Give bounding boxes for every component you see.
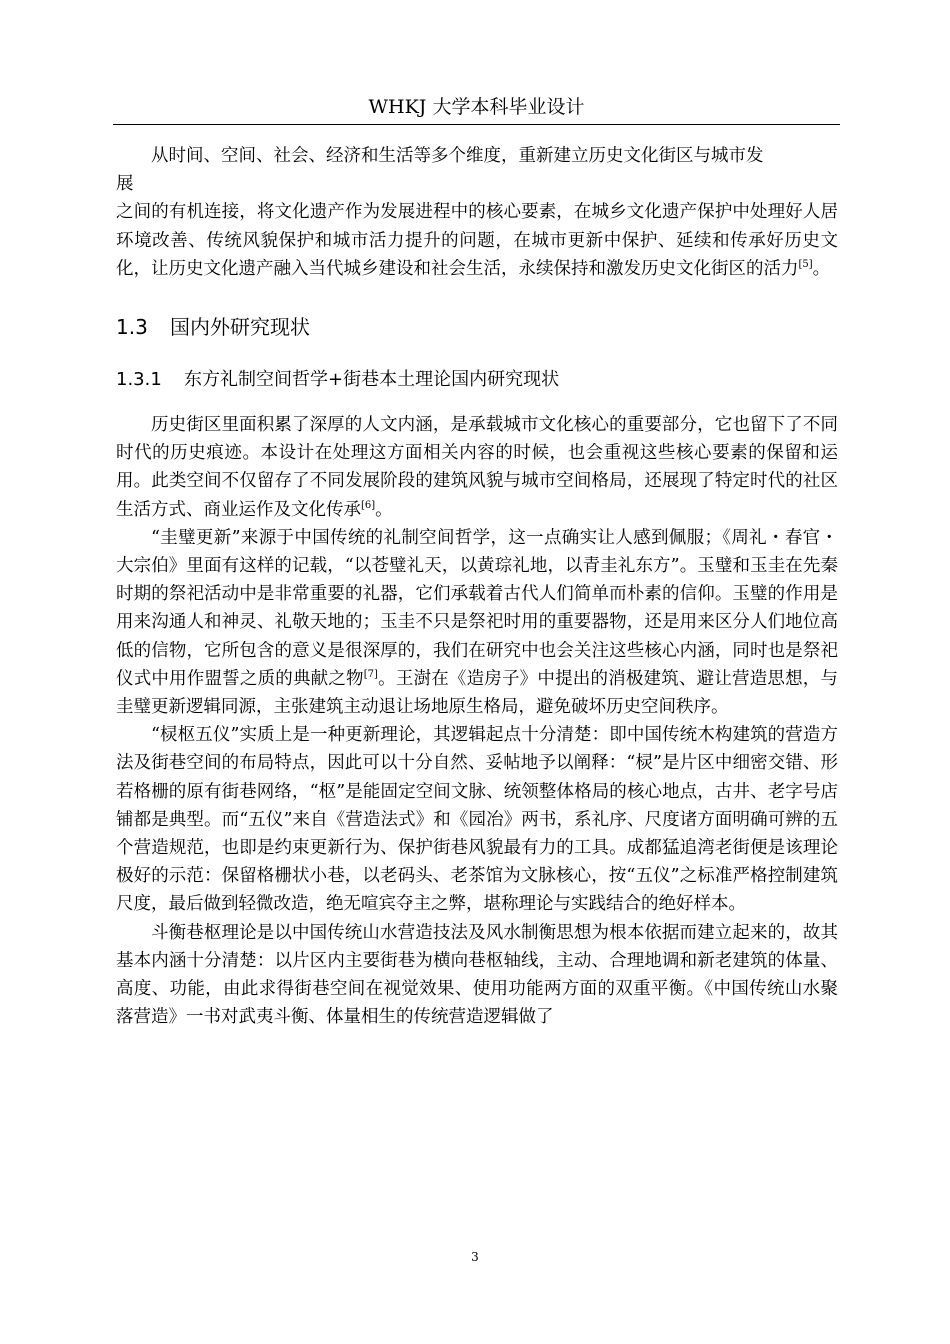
subsection-title: 东方礼制空间哲学+街巷本土理论国内研究现状: [184, 369, 560, 391]
section-heading: [116, 311, 838, 343]
header-title: WHKJ 大学本科毕业设计: [368, 96, 585, 118]
header-divider: [113, 124, 840, 125]
subsection-heading: [116, 365, 838, 395]
paragraph-tail: 。: [375, 499, 393, 520]
document-body: [116, 142, 838, 1031]
page-number: 3: [471, 1250, 479, 1264]
intro-paragraph-lead: [116, 142, 838, 170]
paragraph: [116, 919, 838, 1032]
citation: [7]: [363, 669, 378, 681]
intro-paragraph-orphan: [116, 170, 838, 198]
paragraph-text: “圭璧更新”来源于中国传统的礼制空间哲学，这一点确实让人感到佩服；《周礼・春官・大宗伯》里面有这样的记载，“以苍璧礼天，以黄琮礼地，以青圭礼东方”。玉璧和玉圭在先秦时期的祭祀活动中是非常重要的礼器，它们承载着古代人们简单而朴素的信仰。玉璧的作用是用来沟通人和神灵、礼敬天地的；玉圭不只是祭祀时用的重要器物，还是用来区分人们地位高低的信物，它所包含的意义是很深厚的，我们在研究中也会关注这些核心内涵，同时也是祭祀仪式中用作盟誓之质的典献之物: [116, 527, 838, 689]
subsection-number: 1.3.1: [116, 369, 162, 391]
paragraph-text: 历史街区里面积累了深厚的人文内涵，是承载城市文化核心的重要部分，它也留下了不同时代的历史痕迹。本设计在处理这方面相关内容的时候，也会重视这些核心要素的保留和运用。此类空间不仅留存了不同发展阶段的建筑风貌与城市空间格局，还展现了特定时代的社区生活方式、商业运作及文化传承: [116, 415, 838, 520]
citation: [5]: [798, 258, 813, 270]
intro-paragraph-body: [116, 198, 838, 283]
paragraph: [116, 721, 838, 918]
paragraph: [116, 524, 838, 721]
intro-orphan-text: 展: [116, 174, 134, 195]
section-title: 国内外研究现状: [170, 315, 310, 340]
paragraph: [116, 411, 838, 524]
section-number: 1.3: [116, 315, 148, 340]
intro-lead-text: 从时间、空间、社会、经济和生活等多个维度，重新建立历史文化街区与城市发: [151, 146, 764, 166]
paragraph-text: 斗衡巷枢理论是以中国传统山水营造技法及风水制衡思想为根本依据而建立起来的，故其基本内涵十分清楚：以片区内主要街巷为横向巷枢轴线，主动、合理地调和新老建筑的体量、高度、功能，由此求得街巷空间在视觉效果、使用功能两方面的双重平衡。《中国传统山水聚落营造》一书对武夷斗衡、体量相生的传统营造逻辑做了: [116, 922, 838, 1028]
page-header: [113, 92, 840, 122]
intro-tail-text: 。: [812, 258, 831, 279]
citation: [6]: [361, 499, 376, 511]
intro-body-text: 之间的有机连接，将文化遗产作为发展进程中的核心要素，在城乡文化遗产保护中处理好人居环境改善、传统风貌保护和城市活力提升的问题，在城市更新中保护、延续和传承好历史文化，让历史文化遗产融入当代城乡建设和社会生活，永续保持和激发历史文化街区的活力: [116, 202, 838, 279]
paragraph-text: “棂枢五仪”实质上是一种更新理论，其逻辑起点十分清楚：即中国传统木构建筑的营造方法及街巷空间的布局特点，因此可以十分自然、妥帖地予以阐释：“棂”是片区中细密交错、形若格栅的原有街巷网络，“枢”是能固定空间文脉、统领整体格局的核心地点，古井、老字号店铺都是典型。而“五仪”来自《营造法式》和《园冶》两书，系礼序、尺度诸方面明确可辨的五个营造规范，也即是约束更新行为、保护街巷风貌最有力的工具。成都猛追湾老街便是该理论极好的示范：保留格栅状小巷，以老码头、老茶馆为文脉核心，按“五仪”之标准严格控制建筑尺度，最后做到轻微改造，绝无喧宾夺主之弊，堪称理论与实践结合的绝好样本。: [116, 725, 838, 915]
paragraph-tail: 。王澍在《造房子》中提出的消极建筑、避让营造思想，与圭璧更新逻辑同源，主张建筑主动退让场地原生格局，避免破坏历史空间秩序。: [116, 668, 839, 718]
